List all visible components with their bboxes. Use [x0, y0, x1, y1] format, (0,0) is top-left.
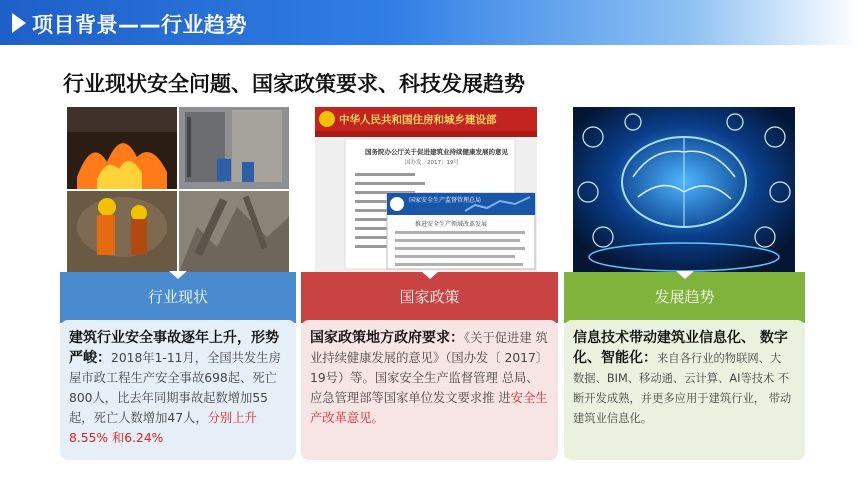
- column-header-national-policy: [301, 272, 558, 323]
- ministry-banner-text: 中华人民共和国住房和城乡建设部: [339, 114, 497, 126]
- notch-decoration: [676, 271, 694, 279]
- page-title: 项目背景——行业趋势: [32, 13, 247, 37]
- card-heading: 信息技术带动建筑业信息化、 数字 化、智能化：: [573, 330, 788, 366]
- card-highlight: 安全生产改革意见。: [310, 391, 548, 425]
- national-policy-card: [301, 320, 558, 460]
- accident-photo-collage: [67, 107, 289, 272]
- play-arrow-icon: [12, 13, 26, 33]
- notch-decoration: [169, 271, 187, 279]
- card-heading: 建筑行业安全事故逐年上升，形势 严峻：: [69, 330, 279, 366]
- card-text: 《关于促进建 筑业持续健康发展的意见》（国办发〔 2017〕19号）等。国家安全生产监督管理 总局、应急管理部等国家单位发文要求推 进: [310, 331, 549, 405]
- inset-org-text: 国家安全生产监督管理总局: [409, 197, 482, 204]
- card-highlight: 分别上升8.55% 和6.24%: [69, 411, 257, 445]
- policy-document-image: [315, 107, 537, 272]
- card-text: 来自各行业的物联网、大 数据、BIM、移动通、云计算、AI等技术 不断开发成熟，并更多应用于建筑行业， 带动建筑业信息化。: [573, 352, 792, 425]
- industry-status-card: [60, 320, 296, 460]
- document-title-text: 国务院办公厅关于促进建筑业持续健康发展的意见: [365, 148, 508, 156]
- card-text: 2018年1-11月，全国共发生房 屋市政工程生产安全事故698起、死亡 800人，比去年同期事故起数增加55起，死亡人数增加47人，: [69, 351, 281, 425]
- notch-decoration: [421, 271, 439, 279]
- inset-title-text: 推进安全生产领域改革发展: [415, 221, 488, 228]
- column-label: 国家政策: [399, 288, 460, 306]
- section-subtitle: 行业现状安全问题、国家政策要求、科技发展趋势: [63, 72, 525, 96]
- document-number-text: 国办发〔2017〕19号: [405, 160, 459, 166]
- tech-brain-image: [573, 107, 795, 272]
- title-bar: [0, 0, 860, 45]
- column-header-industry-status: [60, 272, 296, 323]
- card-heading: 国家政策地方政府要求：: [310, 330, 464, 346]
- development-trend-card: [564, 320, 805, 460]
- column-label: 发展趋势: [654, 288, 715, 306]
- column-header-development-trend: [564, 272, 805, 323]
- column-label: 行业现状: [147, 288, 208, 306]
